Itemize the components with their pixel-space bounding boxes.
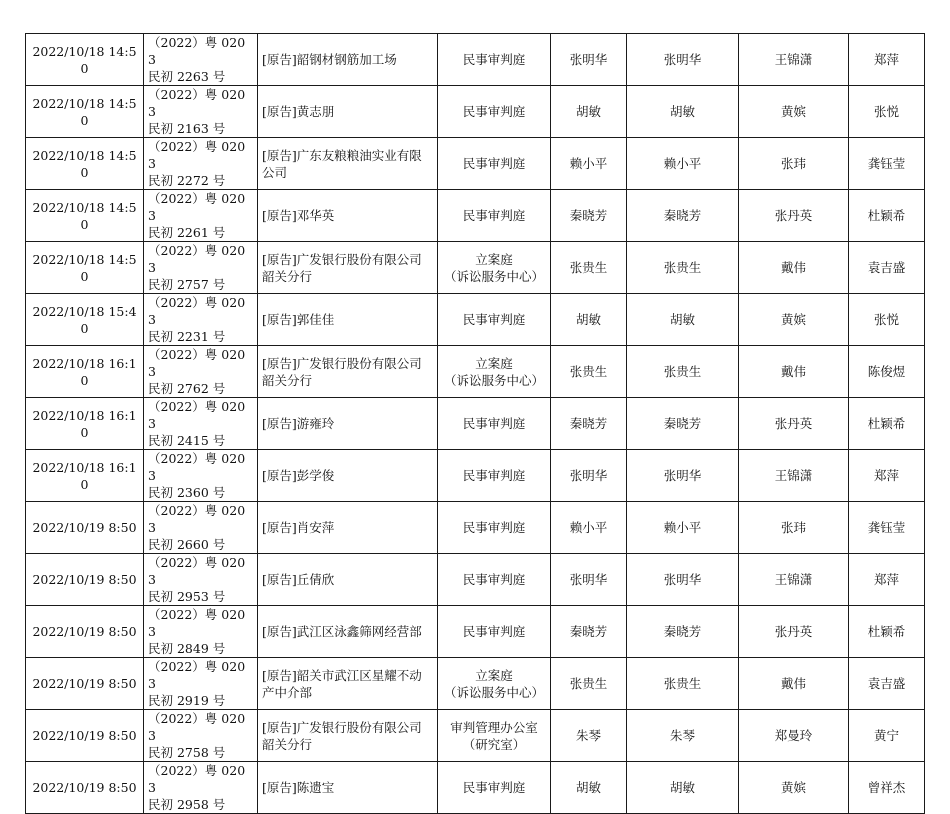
undertaking-judge: 朱琴 (575, 728, 601, 743)
panel-member: 张丹英 (774, 416, 813, 431)
hearing-time: 2022/10/18 16:10 (32, 355, 137, 388)
undertaking-judge-cell (551, 658, 627, 710)
tribunal-name: 立案庭 (475, 667, 513, 683)
hearing-time-cell (26, 762, 144, 814)
panel-member-cell (739, 294, 849, 346)
clerk-cell (849, 346, 925, 398)
case-number-line-1: （2022）粤 0203 (148, 347, 246, 379)
panel-member: 王锦潇 (774, 468, 813, 483)
case-number-cell (144, 346, 258, 398)
presiding-judge-cell (627, 606, 739, 658)
case-number-line-2: 民初 2919 号 (148, 693, 226, 708)
tribunal-cell (438, 242, 551, 294)
presiding-judge: 张贵生 (663, 676, 702, 691)
undertaking-judge: 胡敏 (575, 780, 601, 795)
table-row (26, 554, 925, 606)
tribunal-name: 民事审判庭 (462, 208, 526, 223)
presiding-judge-cell (627, 762, 739, 814)
party-cell (258, 86, 438, 138)
case-number-line-2: 民初 2360 号 (148, 485, 226, 500)
case-number-cell (144, 34, 258, 86)
case-number-line-2: 民初 2757 号 (148, 277, 226, 292)
case-number-line-2: 民初 2762 号 (148, 381, 226, 396)
panel-member: 黄嫔 (780, 312, 806, 327)
table-row (26, 502, 925, 554)
undertaking-judge: 胡敏 (575, 104, 601, 119)
panel-member-cell (739, 450, 849, 502)
panel-member: 黄嫔 (780, 104, 806, 119)
court-clerk: 郑萍 (873, 52, 899, 67)
table-row (26, 34, 925, 86)
hearing-time-cell (26, 138, 144, 190)
presiding-judge: 胡敏 (669, 312, 695, 327)
undertaking-judge-cell (551, 86, 627, 138)
case-number-line-2: 民初 2261 号 (148, 225, 226, 240)
hearing-time: 2022/10/19 8:50 (32, 572, 137, 587)
court-clerk: 张悦 (873, 312, 899, 327)
party-name: [原告]韶钢材钢筋加工场 (262, 52, 397, 67)
case-number-cell (144, 710, 258, 762)
court-clerk: 张悦 (873, 104, 899, 119)
presiding-judge: 张明华 (663, 572, 702, 587)
presiding-judge: 张贵生 (663, 260, 702, 275)
case-number-cell (144, 398, 258, 450)
panel-member-cell (739, 554, 849, 606)
hearing-time-cell (26, 346, 144, 398)
clerk-cell (849, 658, 925, 710)
table-row (26, 190, 925, 242)
party-cell (258, 450, 438, 502)
hearing-time: 2022/10/18 14:50 (32, 147, 137, 180)
clerk-cell (849, 554, 925, 606)
party-cell (258, 346, 438, 398)
party-name: [原告]广发银行股份有限公司韶关分行 (262, 719, 422, 752)
undertaking-judge: 张明华 (569, 52, 608, 67)
party-cell (258, 502, 438, 554)
hearing-time-cell (26, 34, 144, 86)
panel-member: 黄嫔 (780, 780, 806, 795)
presiding-judge: 张贵生 (663, 364, 702, 379)
panel-member: 郑曼玲 (774, 728, 813, 743)
undertaking-judge: 赖小平 (569, 156, 608, 171)
hearing-time: 2022/10/18 16:10 (32, 459, 137, 492)
court-clerk: 杜颖希 (867, 624, 906, 639)
party-cell (258, 190, 438, 242)
panel-member: 张丹英 (774, 208, 813, 223)
table-row (26, 398, 925, 450)
hearing-time-cell (26, 242, 144, 294)
tribunal-subname: （诉讼服务中心） (443, 268, 544, 284)
case-number-cell (144, 502, 258, 554)
tribunal-name: 立案庭 (475, 355, 513, 371)
tribunal-cell (438, 138, 551, 190)
presiding-judge: 张明华 (663, 52, 702, 67)
undertaking-judge: 秦晓芳 (569, 416, 608, 431)
court-clerk: 杜颖希 (867, 208, 906, 223)
panel-member-cell (739, 34, 849, 86)
hearing-time: 2022/10/19 8:50 (32, 624, 137, 639)
court-clerk: 郑萍 (873, 572, 899, 587)
case-number-line-1: （2022）粤 0203 (148, 711, 246, 743)
clerk-cell (849, 710, 925, 762)
tribunal-name: 民事审判庭 (462, 104, 526, 119)
clerk-cell (849, 242, 925, 294)
hearing-time: 2022/10/18 14:50 (32, 199, 137, 232)
clerk-cell (849, 86, 925, 138)
case-number-line-2: 民初 2415 号 (148, 433, 226, 448)
undertaking-judge-cell (551, 710, 627, 762)
tribunal-cell (438, 502, 551, 554)
undertaking-judge-cell (551, 34, 627, 86)
presiding-judge: 赖小平 (663, 156, 702, 171)
table-row (26, 242, 925, 294)
undertaking-judge-cell (551, 502, 627, 554)
panel-member-cell (739, 398, 849, 450)
presiding-judge-cell (627, 294, 739, 346)
hearing-schedule-sheet (25, 33, 924, 814)
clerk-cell (849, 606, 925, 658)
presiding-judge: 朱琴 (669, 728, 695, 743)
hearing-time-cell (26, 554, 144, 606)
panel-member: 戴伟 (780, 260, 806, 275)
case-number-line-1: （2022）粤 0203 (148, 607, 246, 639)
party-name: [原告]丘倩欣 (262, 572, 335, 587)
undertaking-judge-cell (551, 450, 627, 502)
hearing-time-cell (26, 86, 144, 138)
case-number-cell (144, 606, 258, 658)
case-number-line-2: 民初 2163 号 (148, 121, 226, 136)
party-cell (258, 294, 438, 346)
panel-member-cell (739, 242, 849, 294)
case-number-line-1: （2022）粤 0203 (148, 139, 246, 171)
tribunal-name: 民事审判庭 (462, 468, 526, 483)
presiding-judge-cell (627, 190, 739, 242)
table-row (26, 450, 925, 502)
case-number-line-2: 民初 2953 号 (148, 589, 226, 604)
undertaking-judge: 秦晓芳 (569, 624, 608, 639)
presiding-judge-cell (627, 450, 739, 502)
panel-member: 戴伟 (780, 676, 806, 691)
party-cell (258, 554, 438, 606)
presiding-judge: 张明华 (663, 468, 702, 483)
tribunal-name: 民事审判庭 (462, 572, 526, 587)
hearing-time: 2022/10/18 14:50 (32, 251, 137, 284)
clerk-cell (849, 502, 925, 554)
panel-member-cell (739, 710, 849, 762)
presiding-judge: 秦晓芳 (663, 416, 702, 431)
case-number-cell (144, 294, 258, 346)
case-number-line-1: （2022）粤 0203 (148, 295, 246, 327)
party-name: [原告]韶关市武江区星耀不动产中介部 (262, 667, 422, 700)
court-clerk: 黄宁 (873, 728, 899, 743)
case-number-line-1: （2022）粤 0203 (148, 659, 246, 691)
panel-member-cell (739, 86, 849, 138)
case-number-line-1: （2022）粤 0203 (148, 763, 246, 795)
clerk-cell (849, 294, 925, 346)
case-number-cell (144, 242, 258, 294)
clerk-cell (849, 190, 925, 242)
tribunal-cell (438, 86, 551, 138)
case-number-line-2: 民初 2958 号 (148, 797, 226, 812)
hearing-time: 2022/10/19 8:50 (32, 520, 137, 535)
case-number-cell (144, 86, 258, 138)
court-clerk: 杜颖希 (867, 416, 906, 431)
undertaking-judge-cell (551, 138, 627, 190)
hearing-time: 2022/10/18 14:50 (32, 95, 137, 128)
presiding-judge-cell (627, 398, 739, 450)
tribunal-cell (438, 554, 551, 606)
presiding-judge-cell (627, 86, 739, 138)
court-clerk: 曾祥杰 (867, 780, 906, 795)
party-name: [原告]黄志朋 (262, 104, 335, 119)
presiding-judge: 赖小平 (663, 520, 702, 535)
court-clerk: 郑萍 (873, 468, 899, 483)
party-cell (258, 606, 438, 658)
case-number-line-1: （2022）粤 0203 (148, 555, 246, 587)
hearing-time-cell (26, 190, 144, 242)
hearing-time: 2022/10/18 14:50 (32, 43, 137, 76)
party-cell (258, 138, 438, 190)
clerk-cell (849, 34, 925, 86)
table-row (26, 138, 925, 190)
undertaking-judge: 张明华 (569, 572, 608, 587)
party-cell (258, 242, 438, 294)
presiding-judge-cell (627, 502, 739, 554)
tribunal-name: 审判管理办公室 (450, 719, 538, 735)
party-name: [原告]广发银行股份有限公司韶关分行 (262, 355, 422, 388)
undertaking-judge: 赖小平 (569, 520, 608, 535)
case-number-cell (144, 762, 258, 814)
case-number-line-1: （2022）粤 0203 (148, 191, 246, 223)
hearing-time: 2022/10/19 8:50 (32, 676, 137, 691)
table-row (26, 658, 925, 710)
tribunal-name: 民事审判庭 (462, 312, 526, 327)
case-number-line-2: 民初 2758 号 (148, 745, 226, 760)
party-name: [原告]郭佳佳 (262, 312, 335, 327)
undertaking-judge: 张贵生 (569, 676, 608, 691)
party-name: [原告]肖安萍 (262, 520, 335, 535)
tribunal-cell (438, 190, 551, 242)
party-name: [原告]游雍玲 (262, 416, 335, 431)
presiding-judge-cell (627, 242, 739, 294)
presiding-judge-cell (627, 554, 739, 606)
panel-member-cell (739, 502, 849, 554)
case-number-line-2: 民初 2660 号 (148, 537, 226, 552)
table-row (26, 294, 925, 346)
presiding-judge-cell (627, 658, 739, 710)
panel-member: 王锦潇 (774, 572, 813, 587)
panel-member-cell (739, 762, 849, 814)
presiding-judge: 秦晓芳 (663, 208, 702, 223)
hearing-time: 2022/10/18 15:40 (32, 303, 137, 336)
tribunal-name: 民事审判庭 (462, 520, 526, 535)
case-number-line-1: （2022）粤 0203 (148, 451, 246, 483)
clerk-cell (849, 450, 925, 502)
undertaking-judge: 胡敏 (575, 312, 601, 327)
panel-member: 张玮 (780, 520, 806, 535)
panel-member: 王锦潇 (774, 52, 813, 67)
case-number-line-1: （2022）粤 0203 (148, 243, 246, 275)
tribunal-name: 民事审判庭 (462, 52, 526, 67)
party-name: [原告]彭学俊 (262, 468, 335, 483)
hearing-time-cell (26, 294, 144, 346)
table-body (26, 34, 925, 814)
tribunal-cell (438, 710, 551, 762)
tribunal-cell (438, 294, 551, 346)
presiding-judge: 胡敏 (669, 104, 695, 119)
case-number-line-1: （2022）粤 0203 (148, 399, 246, 431)
panel-member-cell (739, 606, 849, 658)
panel-member-cell (739, 138, 849, 190)
undertaking-judge-cell (551, 398, 627, 450)
table-row (26, 606, 925, 658)
clerk-cell (849, 398, 925, 450)
party-cell (258, 398, 438, 450)
undertaking-judge-cell (551, 346, 627, 398)
undertaking-judge-cell (551, 762, 627, 814)
hearing-time: 2022/10/19 8:50 (32, 728, 137, 743)
table-row (26, 762, 925, 814)
panel-member-cell (739, 190, 849, 242)
court-clerk: 龚钰莹 (867, 520, 906, 535)
panel-member: 戴伟 (780, 364, 806, 379)
tribunal-cell (438, 398, 551, 450)
case-number-cell (144, 554, 258, 606)
presiding-judge: 胡敏 (669, 780, 695, 795)
case-number-line-1: （2022）粤 0203 (148, 87, 246, 119)
tribunal-name: 民事审判庭 (462, 780, 526, 795)
court-clerk: 袁吉盛 (867, 676, 906, 691)
undertaking-judge: 秦晓芳 (569, 208, 608, 223)
hearing-time-cell (26, 398, 144, 450)
court-clerk: 袁吉盛 (867, 260, 906, 275)
undertaking-judge-cell (551, 554, 627, 606)
case-number-cell (144, 138, 258, 190)
tribunal-subname: （诉讼服务中心） (443, 372, 544, 388)
presiding-judge-cell (627, 346, 739, 398)
undertaking-judge: 张贵生 (569, 364, 608, 379)
tribunal-name: 民事审判庭 (462, 156, 526, 171)
hearing-schedule-table (25, 33, 925, 814)
clerk-cell (849, 762, 925, 814)
hearing-time-cell (26, 450, 144, 502)
party-cell (258, 710, 438, 762)
presiding-judge-cell (627, 34, 739, 86)
hearing-time-cell (26, 502, 144, 554)
tribunal-name: 民事审判庭 (462, 416, 526, 431)
presiding-judge-cell (627, 138, 739, 190)
undertaking-judge-cell (551, 242, 627, 294)
undertaking-judge: 张明华 (569, 468, 608, 483)
hearing-time-cell (26, 710, 144, 762)
tribunal-name: 立案庭 (475, 251, 513, 267)
court-clerk: 陈俊煜 (867, 364, 906, 379)
tribunal-cell (438, 450, 551, 502)
panel-member: 张玮 (780, 156, 806, 171)
case-number-line-2: 民初 2263 号 (148, 69, 226, 84)
party-name: [原告]武江区泳鑫筛网经营部 (262, 624, 422, 639)
undertaking-judge-cell (551, 606, 627, 658)
hearing-time-cell (26, 658, 144, 710)
panel-member-cell (739, 346, 849, 398)
presiding-judge-cell (627, 710, 739, 762)
tribunal-cell (438, 762, 551, 814)
presiding-judge: 秦晓芳 (663, 624, 702, 639)
party-name: [原告]广发银行股份有限公司韶关分行 (262, 251, 422, 284)
panel-member: 张丹英 (774, 624, 813, 639)
party-name: [原告]广东友粮粮油实业有限公司 (262, 147, 422, 180)
case-number-line-2: 民初 2849 号 (148, 641, 226, 656)
table-row (26, 346, 925, 398)
table-row (26, 710, 925, 762)
case-number-line-1: （2022）粤 0203 (148, 503, 246, 535)
tribunal-name: 民事审判庭 (462, 624, 526, 639)
case-number-cell (144, 658, 258, 710)
case-number-line-2: 民初 2272 号 (148, 173, 226, 188)
tribunal-subname: （诉讼服务中心） (443, 684, 544, 700)
table-row (26, 86, 925, 138)
tribunal-cell (438, 658, 551, 710)
party-cell (258, 34, 438, 86)
case-number-cell (144, 190, 258, 242)
party-cell (258, 762, 438, 814)
hearing-time: 2022/10/18 16:10 (32, 407, 137, 440)
case-number-line-1: （2022）粤 0203 (148, 35, 246, 67)
undertaking-judge-cell (551, 190, 627, 242)
undertaking-judge: 张贵生 (569, 260, 608, 275)
hearing-time-cell (26, 606, 144, 658)
undertaking-judge-cell (551, 294, 627, 346)
tribunal-cell (438, 606, 551, 658)
tribunal-cell (438, 34, 551, 86)
case-number-cell (144, 450, 258, 502)
court-clerk: 龚钰莹 (867, 156, 906, 171)
case-number-line-2: 民初 2231 号 (148, 329, 226, 344)
party-name: [原告]邓华英 (262, 208, 335, 223)
party-cell (258, 658, 438, 710)
clerk-cell (849, 138, 925, 190)
panel-member-cell (739, 658, 849, 710)
tribunal-cell (438, 346, 551, 398)
tribunal-subname: （研究室） (462, 736, 526, 752)
party-name: [原告]陈遗宝 (262, 780, 335, 795)
hearing-time: 2022/10/19 8:50 (32, 780, 137, 795)
